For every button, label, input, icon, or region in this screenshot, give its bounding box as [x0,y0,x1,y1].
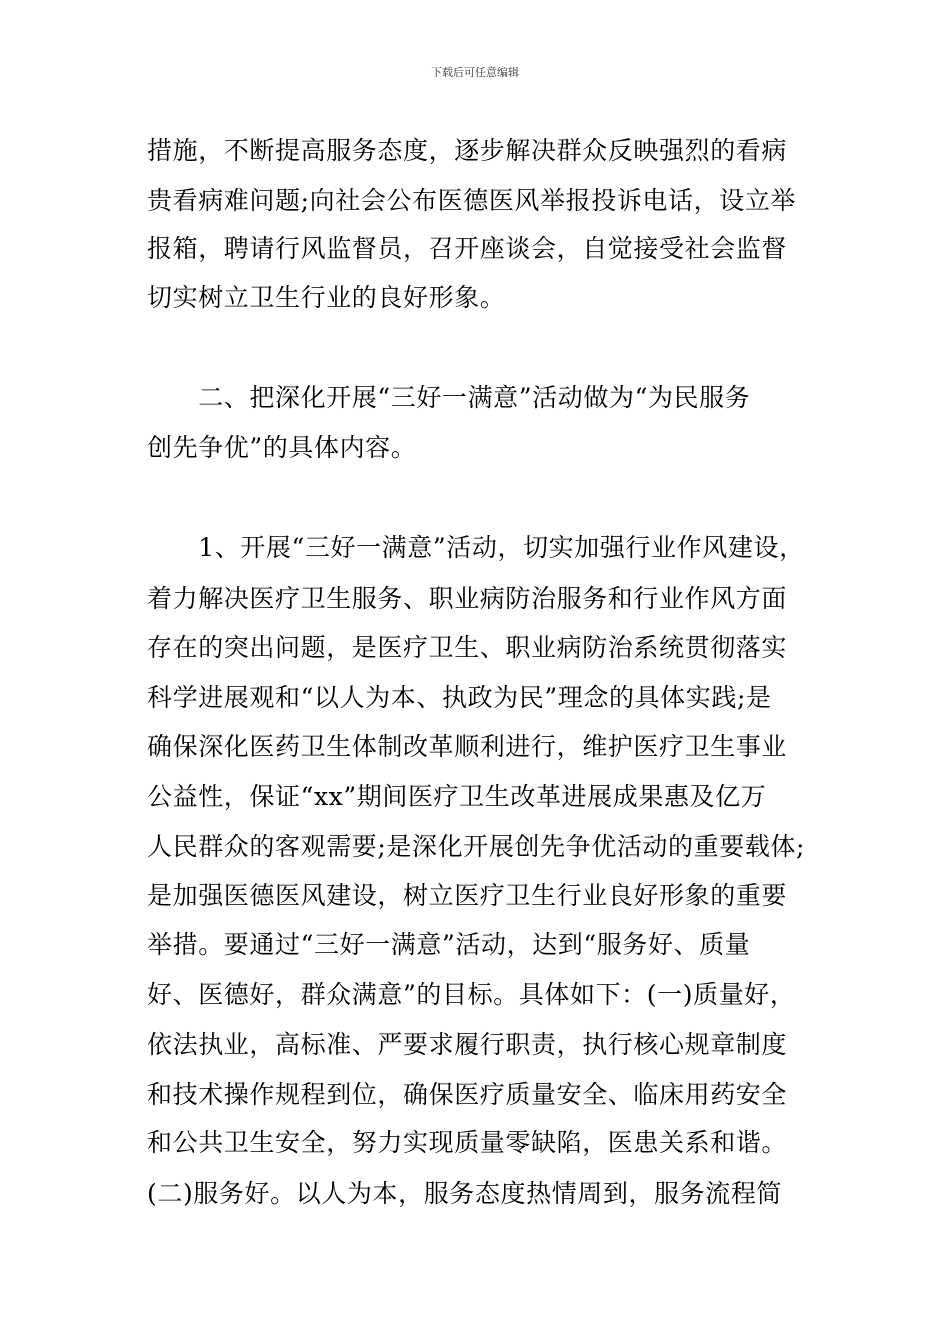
text-line: (二)服务好。以人为本，服务态度热情周到，服务流程简 [147,1179,783,1208]
text-line: 是加强医德医风建设，树立医疗卫生行业良好形象的重要 [147,881,788,910]
text-line: 和技术操作规程到位，确保医疗质量安全、临床用药安全 [147,1080,788,1109]
text-line: 切实树立卫生行业的良好形象。 [147,283,506,312]
text-line: 人民群众的客观需要;是深化开展创先争优活动的重要载体; [147,832,806,861]
text-line: 公益性，保证“xx”期间医疗卫生改革进展成果惠及亿万 [147,782,767,811]
text-line: 存在的突出问题，是医疗卫生、职业病防治系统贯彻落实 [147,633,788,662]
text-line: 和公共卫生安全，努力实现质量零缺陷，医患关系和谐。 [147,1128,788,1157]
text-line: 报箱，聘请行风监督员，召开座谈会，自觉接受社会监督 [147,234,788,263]
text-line: 确保深化医药卫生体制改革顺利进行，维护医疗卫生事业 [147,732,788,761]
paragraph-start: 1、开展“三好一满意”活动，切实加强行业作风建设， [147,533,805,562]
text-line: 措施，不断提高服务态度，逐步解决群众反映强烈的看病 [147,136,788,165]
text-line: 创先争优”的具体内容。 [147,433,417,462]
text-line: 好、医德好，群众满意”的目标。具体如下：(一)质量好， [147,980,796,1009]
text-line: 依法执业，高标准、严要求履行职责，执行核心规章制度 [147,1030,788,1059]
text-line: 科学进展观和“以人为本、执政为民”理念的具体实践;是 [147,683,772,712]
header-note: 下载后可任意编辑 [431,66,519,79]
text-line: 贵看病难问题;向社会公布医德医风举报投诉电话，设立举 [147,186,797,215]
section-heading: 二、把深化开展“三好一满意”活动做为“为民服务 [147,383,751,412]
text-line: 举措。要通过“三好一满意”活动，达到“服务好、质量 [147,930,751,959]
text-line: 着力解决医疗卫生服务、职业病防治服务和行业作风方面 [147,584,788,613]
